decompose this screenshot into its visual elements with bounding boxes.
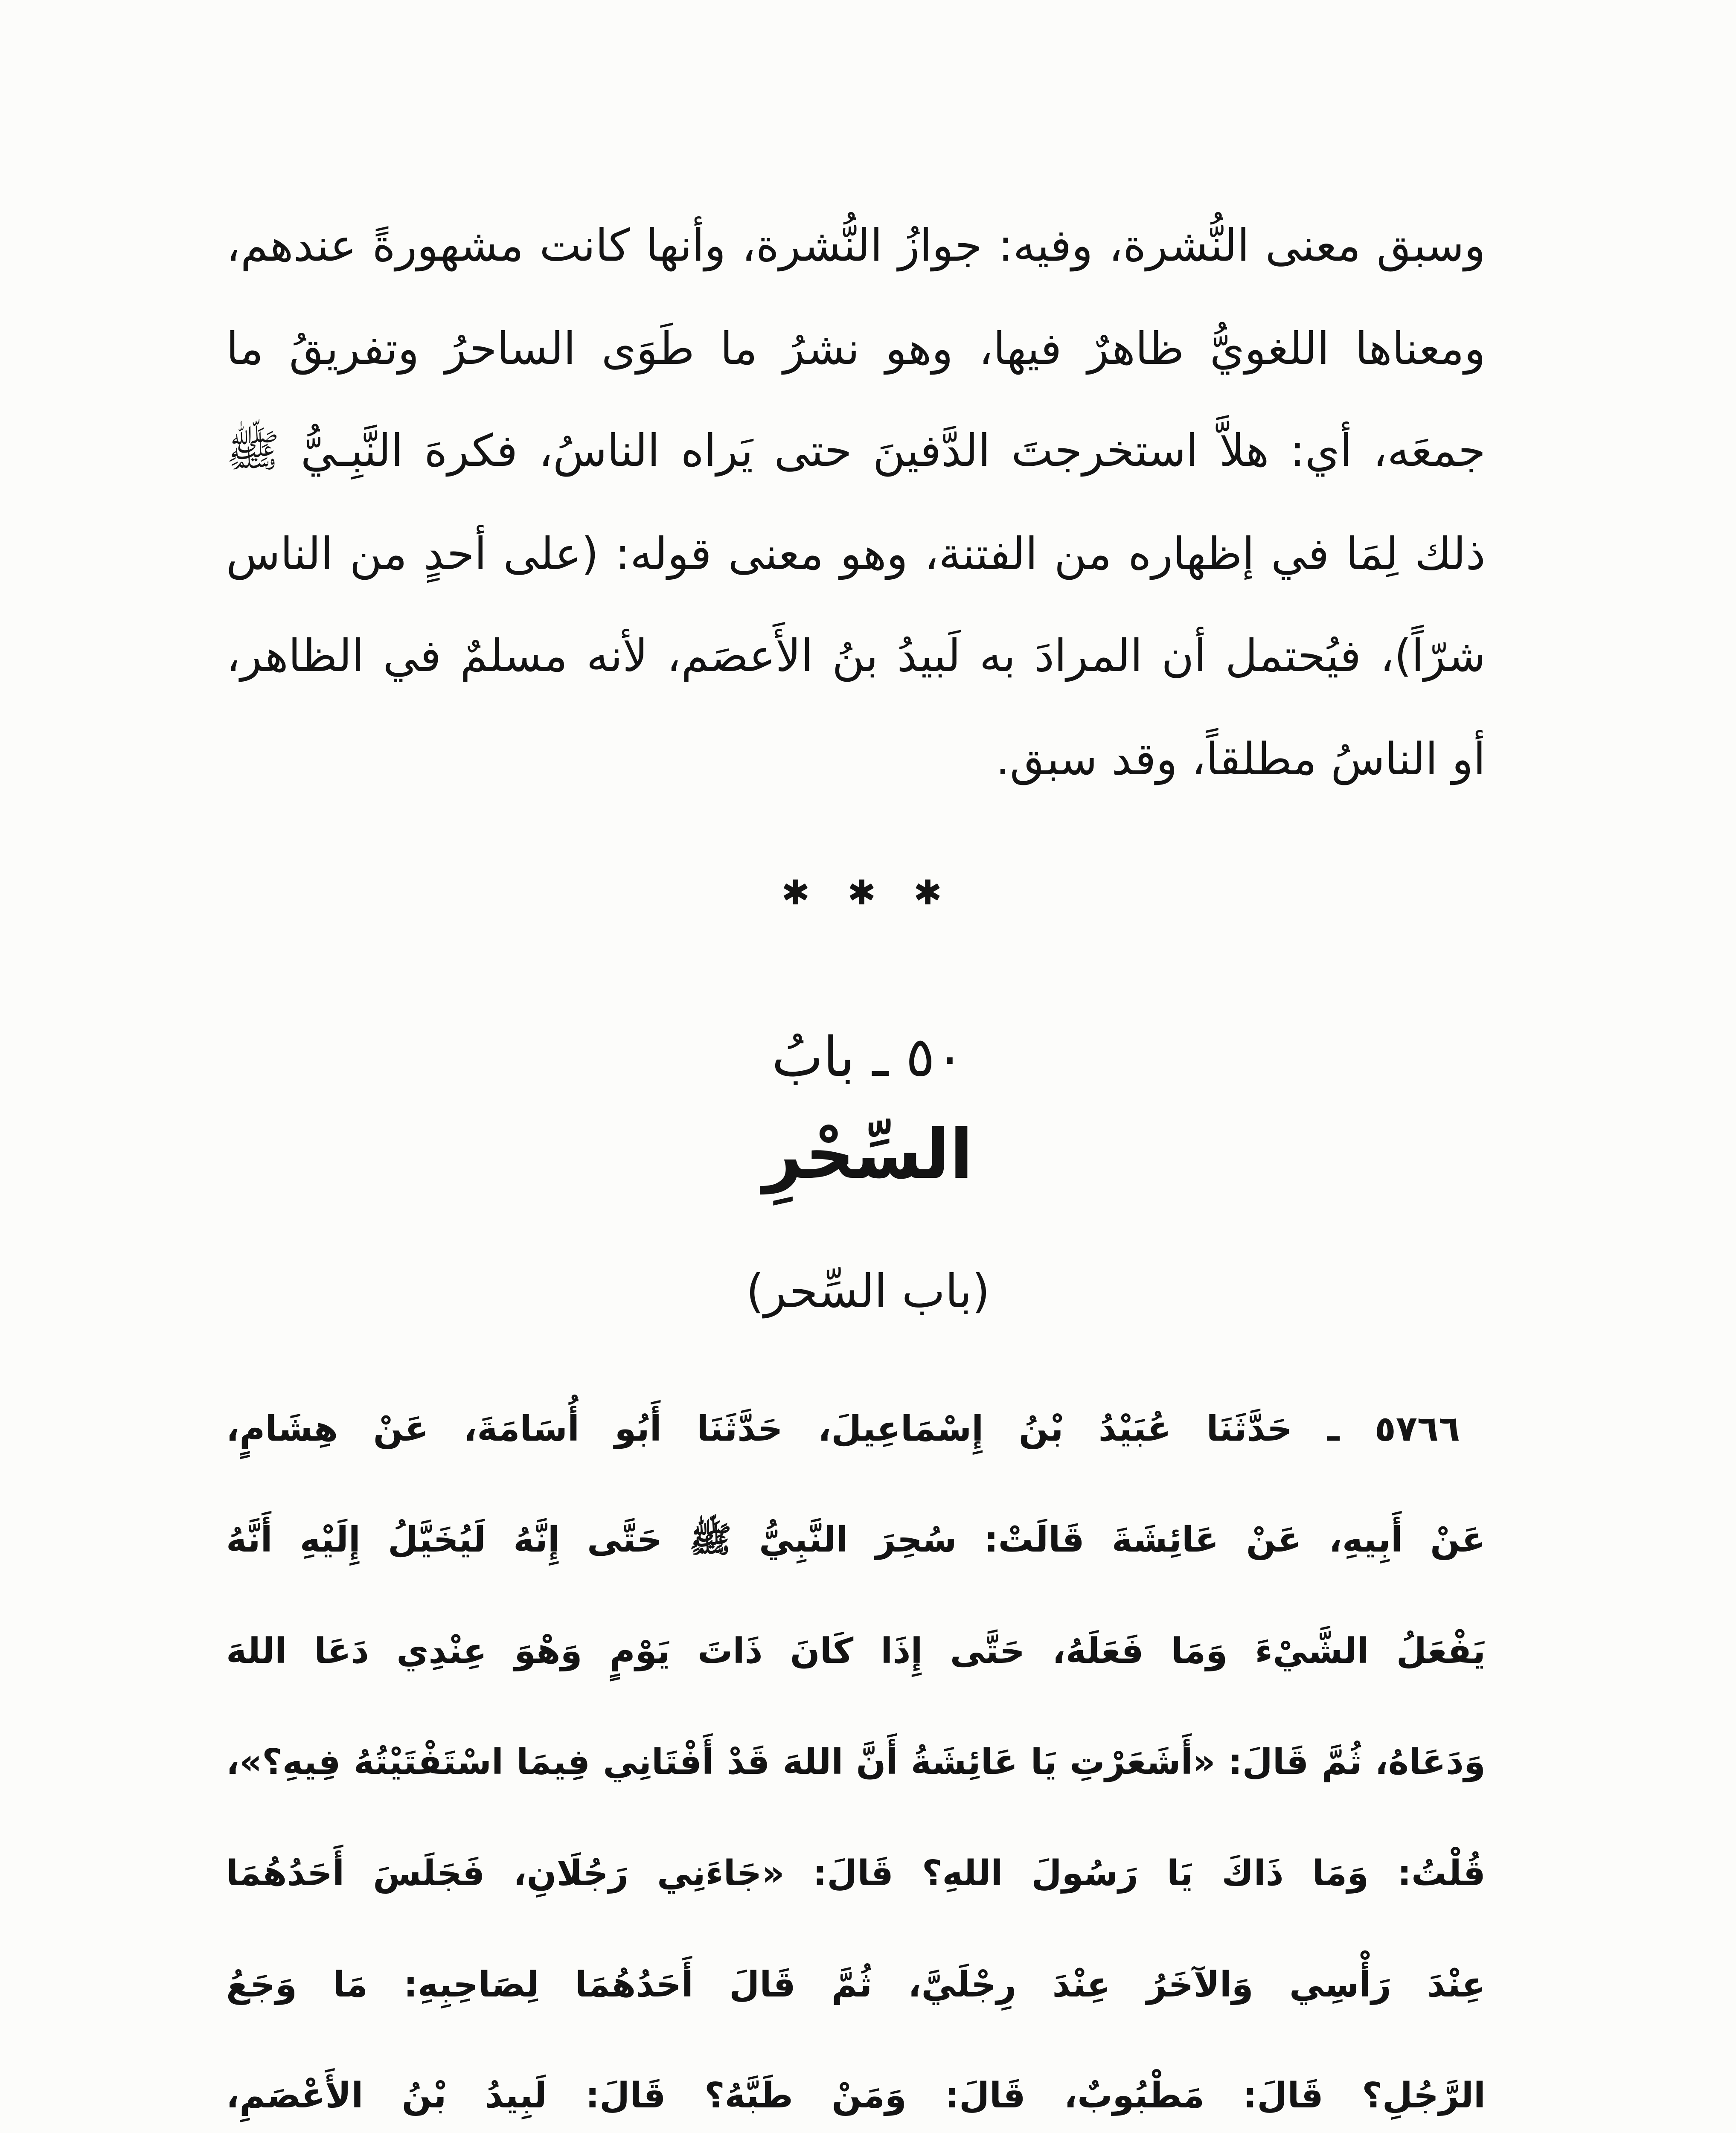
separator-ornament: ✱ ✱ ✱ xyxy=(781,873,955,912)
commentary-line: ومعناها اللغويُّ ظاهرٌ فيها، وهو نشرُ ما طَوَى الساحرُ وتفريقُ ما xyxy=(226,323,1486,375)
chapter-subtitle: (باب السِّحر) xyxy=(746,1265,990,1318)
hadith-line: عَنْ أَبِيهِ، عَنْ عَائِشَةَ قَالَتْ: سُحِرَ النَّبِيُّ ﷺ حَتَّى إِنَّهُ لَيُخَيَّلُ إِلَيْهِ أَنَّهُ xyxy=(226,1520,1486,1560)
commentary-line: وسبق معنى النُّشرة، وفيه: جوازُ النُّشرة، وأنها كانت مشهورةً عندهم، xyxy=(226,219,1486,271)
chapter-number: ٥٠ ـ بابُ xyxy=(771,1026,965,1089)
commentary-line: جمعَه، أي: هلاَّ استخرجتَ الدَّفينَ حتى يَراه الناسُ، فكرهَ النَّبِـيُّ ﷺ xyxy=(226,424,1486,477)
commentary-line-last: أو الناسُ مطلقاً، وقد سبق. xyxy=(995,733,1486,785)
commentary-line: ذلك لِمَا في إظهاره من الفتنة، وهو معنى قوله: (على أحدٍ من الناس xyxy=(226,528,1486,580)
hadith-line: الرَّجُلِ؟ قَالَ: مَطْبُوبٌ، قَالَ: وَمَنْ طَبَّهُ؟ قَالَ: لَبِيدُ بْنُ الأَعْصَمِ، xyxy=(226,2075,1486,2116)
hadith-line: يَفْعَلُ الشَّيْءَ وَمَا فَعَلَهُ، حَتَّى إِذَا كَانَ ذَاتَ يَوْمٍ وَهْوَ عِنْدِي دَعَا اللهَ xyxy=(226,1631,1486,1671)
hadith-line: قُلْتُ: وَمَا ذَاكَ يَا رَسُولَ اللهِ؟ قَالَ: «جَاءَنِي رَجُلَانِ، فَجَلَسَ أَحَدُهُمَا xyxy=(226,1853,1486,1894)
chapter-title: السِّحْرِ xyxy=(763,1114,973,1194)
hadith-line: وَدَعَاهُ، ثُمَّ قَالَ: «أَشَعَرْتِ يَا عَائِشَةُ أَنَّ اللهَ قَدْ أَفْتَانِي فِيمَا اسْتَفْتَيْتُهُ فِيهِ؟»، xyxy=(226,1742,1486,1782)
commentary-line: شرّاً)، فيُحتمل أن المرادَ به لَبيدُ بنُ الأَعصَم، لأنه مسلمٌ في الظاهر، xyxy=(226,630,1486,682)
hadith-line: عِنْدَ رَأْسِي وَالآخَرُ عِنْدَ رِجْلَيَّ، ثُمَّ قَالَ أَحَدُهُمَا لِصَاحِبِهِ: مَا وَجَعُ xyxy=(226,1964,1486,2005)
hadith-line: ٥٧٦٦ ـ حَدَّثَنَا عُبَيْدُ بْنُ إِسْمَاعِيلَ، حَدَّثَنَا أَبُو أُسَامَةَ، عَنْ هِشَامٍ، xyxy=(226,1409,1460,1449)
